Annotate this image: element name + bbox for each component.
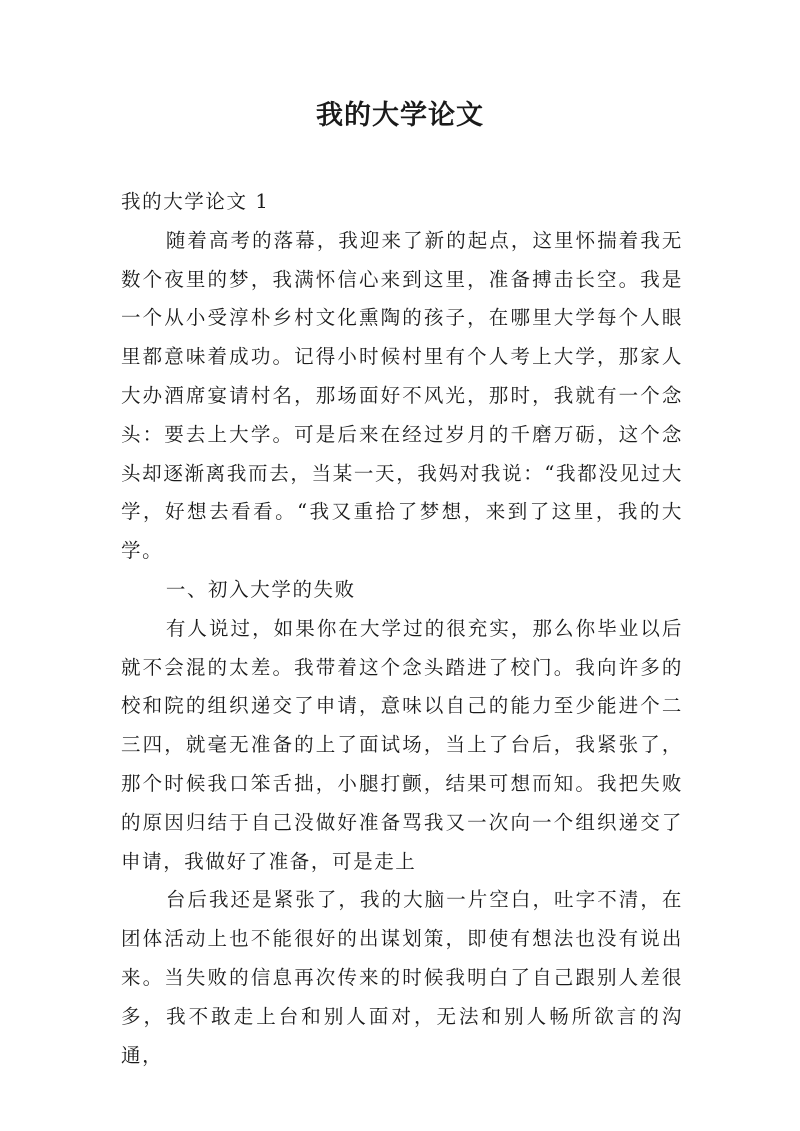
document-body [121,183,683,1075]
document-title: 我的大学论文 [316,100,484,131]
paragraph-application: 有人说过，如果你在大学过的很充实，那么你毕业以后就不会混的太差。我带着这个念头踏进了校门。我向许多的校和院的组织递交了申请，意味以自己的能力至少能进个二三四，就毫无准备的上了面试场，当上了台后，我紧张了，那个时候我口笨舌拙，小腿打颤，结果可想而知。我把失败的原因归结于自己没做好准备骂我又一次向一个组织递交了申请，我做好了准备，可是走上 [121,616,683,873]
paragraph-intro: 随着高考的落幕，我迎来了新的起点，这里怀揣着我无数个夜里的梦，我满怀信心来到这里，准备搏击长空。我是一个从小受淳朴乡村文化熏陶的孩子，在哪里大学每个人眼里都意味着成功。记得小时候村里有个人考上大学，那家人大办酒席宴请村名，那场面好不风光，那时，我就有一个念头：要去上大学。可是后来在经过岁月的千磨万砺，这个念头却逐渐离我而去，当某一天，我妈对我说：“我都没见过大学，好想去看看。“我又重拾了梦想，来到了这里，我的大学。 [121,228,683,563]
subheading-first-failure: 一、初入大学的失败 [165,577,356,601]
section-heading: 我的大学论文 1 [121,190,270,213]
paragraph-nervousness: 台后我还是紧张了，我的大脑一片空白，吐字不清，在团体活动上也不能很好的出谋划策，即使有想法也没有说出来。当失败的信息再次传来的时候我明白了自己跟别人差很多，我不敢走上台和别人面对，无法和别人畅所欲言的沟通， [121,888,683,1067]
